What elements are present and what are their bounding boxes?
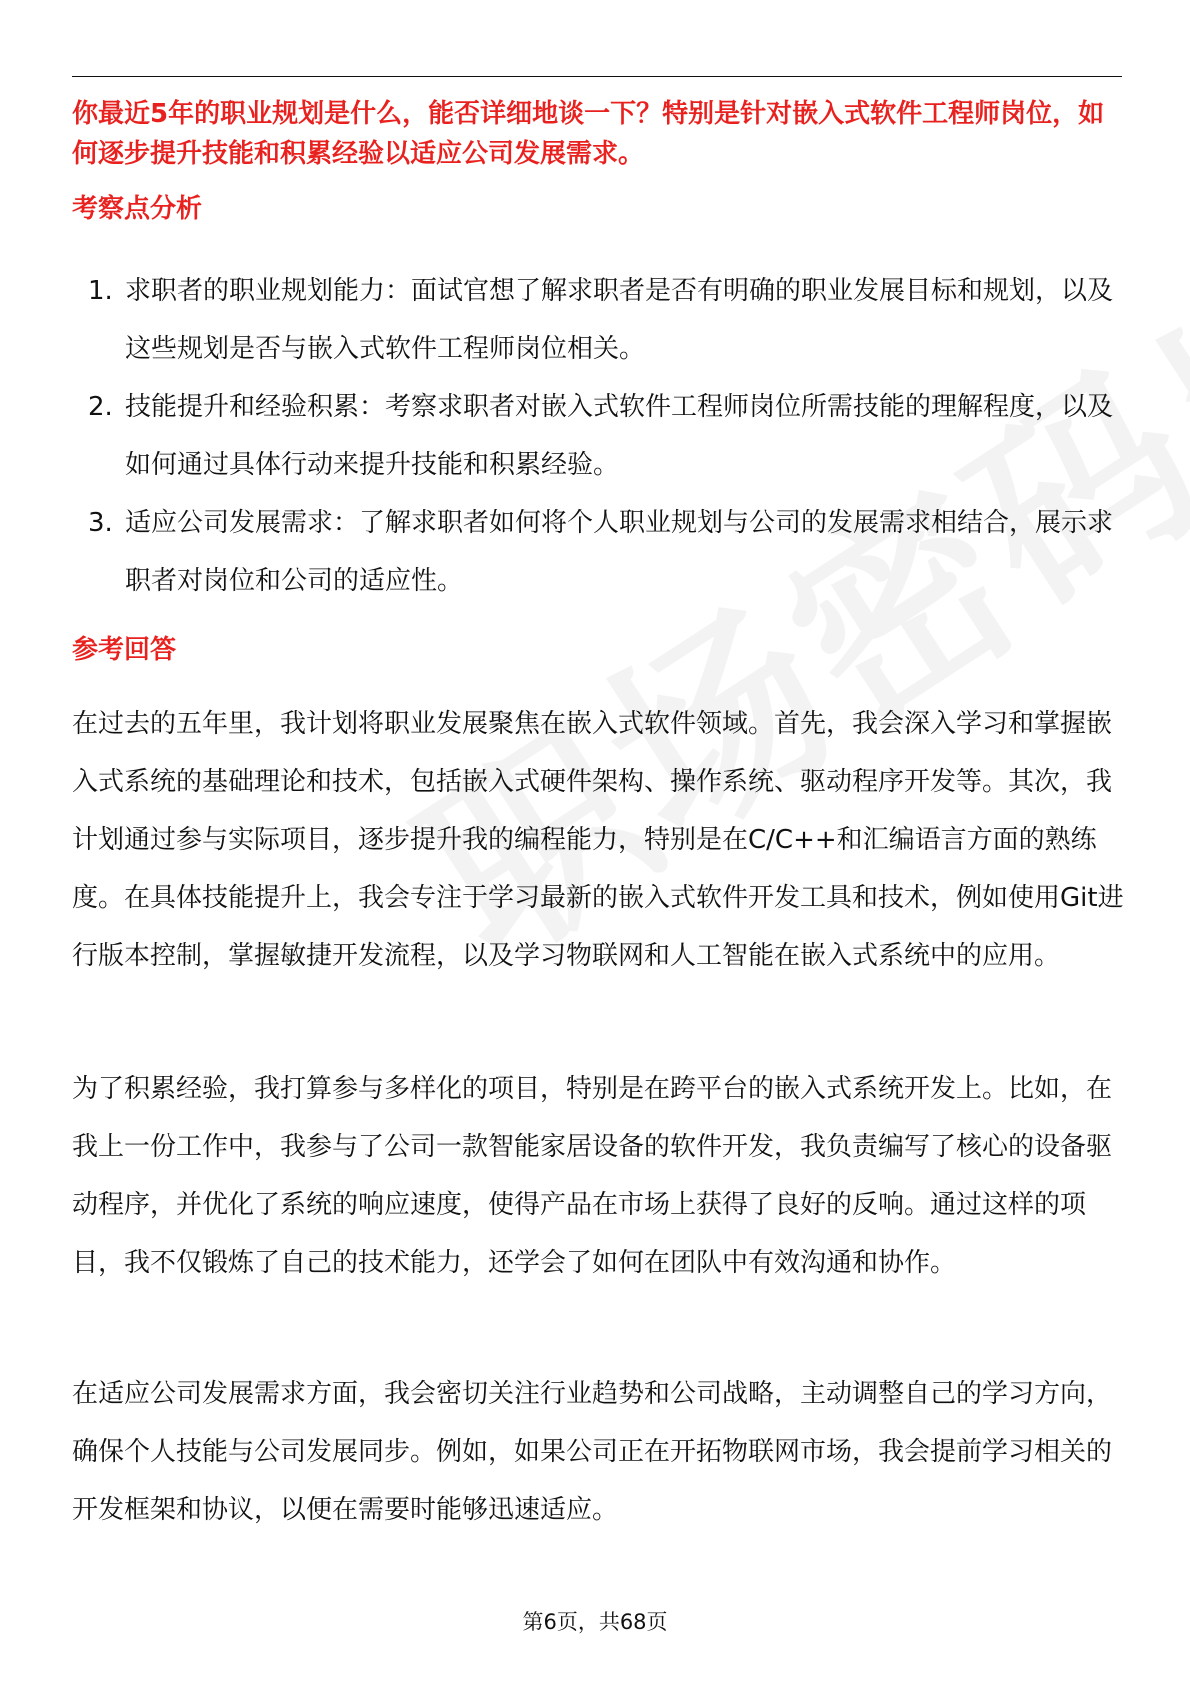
analysis-list	[72, 262, 1122, 610]
answer-heading: 参考回答	[72, 635, 177, 665]
list-item-text: 求职者的职业规划能力：面试官想了解求职者是否有明确的职业发展目标和规划，以及这些规划是否与嵌入式软件工程师岗位相关。	[125, 276, 1114, 364]
list-item-text: 适应公司发展需求：了解求职者如何将个人职业规划与公司的发展需求相结合，展示求职者对岗位和公司的适应性。	[125, 508, 1114, 596]
list-item	[72, 262, 1122, 378]
list-item	[72, 494, 1122, 610]
answer-paragraph: 在适应公司发展需求方面，我会密切关注行业趋势和公司战略，主动调整自己的学习方向，确保个人技能与公司发展同步。例如，如果公司正在开拓物联网市场，我会提前学习相关的开发框架和协议，以便在需要时能够迅速适应。	[72, 1379, 1113, 1525]
list-item-number: 1.	[88, 276, 113, 306]
list-item-number: 3.	[88, 508, 113, 538]
list-item-number: 2.	[88, 392, 113, 422]
list-item	[72, 378, 1122, 494]
analysis-heading: 考察点分析	[72, 194, 203, 224]
page-number: 第6页，共68页	[522, 1610, 668, 1634]
answer-paragraph: 在过去的五年里，我计划将职业发展聚焦在嵌入式软件领域。首先，我会深入学习和掌握嵌入式系统的基础理论和技术，包括嵌入式硬件架构、操作系统、驱动程序开发等。其次，我计划通过参与实际项目，逐步提升我的编程能力，特别是在C/C++和汇编语言方面的熟练度。在具体技能提升上，我会专注于学习最新的嵌入式软件开发工具和技术，例如使用Git进行版本控制，掌握敏捷开发流程，以及学习物联网和人工智能在嵌入式系统中的应用。	[72, 709, 1124, 971]
answer-paragraph: 为了积累经验，我打算参与多样化的项目，特别是在跨平台的嵌入式系统开发上。比如，在我上一份工作中，我参与了公司一款智能家居设备的软件开发，我负责编写了核心的设备驱动程序，并优化了系统的响应速度，使得产品在市场上获得了良好的反响。通过这样的项目，我不仅锻炼了自己的技术能力，还学会了如何在团队中有效沟通和协作。	[72, 1074, 1113, 1278]
list-item-text: 技能提升和经验积累：考察求职者对嵌入式软件工程师岗位所需技能的理解程度，以及如何通过具体行动来提升技能和积累经验。	[125, 392, 1114, 480]
question-title: 你最近5年的职业规划是什么，能否详细地谈一下？特别是针对嵌入式软件工程师岗位，如何逐步提升技能和积累经验以适应公司发展需求。	[72, 99, 1105, 169]
top-divider	[72, 76, 1122, 77]
